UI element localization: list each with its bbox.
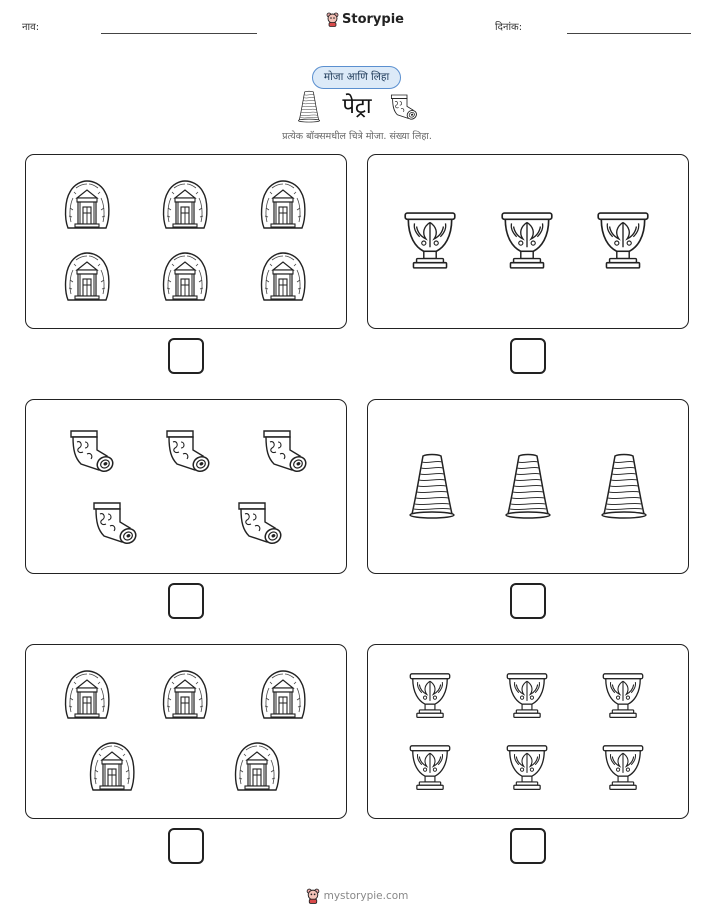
urn-icon: [504, 743, 550, 793]
count-panel-4: [367, 399, 689, 574]
count-panel-3: [25, 399, 347, 574]
water-pipe-icon: [67, 428, 117, 474]
count-panel-2: [367, 154, 689, 329]
name-write-line[interactable]: [101, 33, 257, 34]
instruction-text: प्रत्येक बॉक्समधील चित्रे मोजा. संख्या लिहा.: [282, 131, 432, 142]
answer-box-6[interactable]: [510, 828, 546, 864]
page-title: पेट्रा: [342, 94, 372, 119]
rock-pillar-icon: [598, 452, 650, 522]
water-pipe-icon: [163, 428, 213, 474]
date-label: दिनांक:: [495, 22, 523, 33]
answer-box-1[interactable]: [168, 338, 204, 374]
rock-pillar-icon: [406, 452, 458, 522]
mascot-icon: [326, 12, 339, 27]
tomb-facade-icon: [62, 178, 112, 230]
answer-box-3[interactable]: [168, 583, 204, 619]
tomb-facade-icon: [258, 178, 308, 230]
answer-box-4[interactable]: [510, 583, 546, 619]
name-label: नाव:: [22, 22, 40, 33]
urn-icon: [504, 671, 550, 721]
count-panel-1: [25, 154, 347, 329]
footer-url[interactable]: mystorypie.com: [323, 890, 409, 902]
activity-tag: मोजा आणि लिहा: [312, 66, 401, 89]
tomb-facade-icon: [160, 178, 210, 230]
urn-icon: [401, 210, 459, 272]
urn-icon: [407, 671, 453, 721]
water-pipe-icon: [389, 93, 419, 121]
water-pipe-icon: [90, 500, 140, 546]
footer: [0, 888, 714, 904]
tomb-facade-icon: [62, 250, 112, 302]
urn-icon: [600, 671, 646, 721]
tomb-facade-icon: [62, 668, 112, 720]
mascot-icon: [306, 888, 320, 904]
urn-icon: [498, 210, 556, 272]
rock-pillar-icon: [502, 452, 554, 522]
water-pipe-icon: [260, 428, 310, 474]
tomb-facade-icon: [160, 668, 210, 720]
tomb-facade-icon: [160, 250, 210, 302]
count-panel-5: [25, 644, 347, 819]
urn-icon: [594, 210, 652, 272]
date-write-line[interactable]: [567, 33, 691, 34]
answer-box-5[interactable]: [168, 828, 204, 864]
answer-box-2[interactable]: [510, 338, 546, 374]
brand-logo: [326, 12, 404, 27]
urn-icon: [600, 743, 646, 793]
tomb-facade-icon: [258, 250, 308, 302]
urn-icon: [407, 743, 453, 793]
tomb-facade-icon: [258, 668, 308, 720]
tomb-facade-icon: [232, 740, 282, 792]
tomb-facade-icon: [87, 740, 137, 792]
count-panel-6: [367, 644, 689, 819]
brand-name: Storypie: [342, 12, 404, 27]
water-pipe-icon: [235, 500, 285, 546]
